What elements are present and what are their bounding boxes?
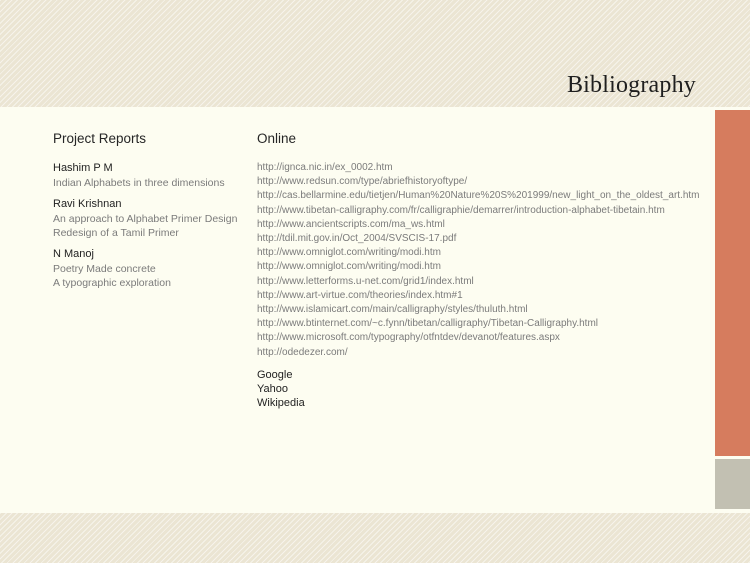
- online-links-list: [257, 161, 712, 360]
- report-title: Redesign of a Tamil Primer: [53, 227, 179, 239]
- online-link[interactable]: http://www.letterforms.u-net.com/grid1/index.html: [257, 275, 474, 287]
- online-link[interactable]: http://www.microsoft.com/typography/otfntdev/devanot/features.aspx: [257, 332, 560, 344]
- project-reports-heading: Project Reports: [53, 131, 147, 146]
- online-link[interactable]: http://www.art-virtue.com/theories/index.htm#1: [257, 289, 463, 301]
- online-link[interactable]: http://www.tibetan-calligraphy.com/fr/calligraphie/demarrer/introduction-alphabet-tibetain.htm: [257, 204, 665, 216]
- online-link[interactable]: http://odedezer.com/: [257, 346, 348, 358]
- accent-bar: [715, 110, 750, 456]
- online-link[interactable]: http://www.btinternet.com/~c.fynn/tibetan/calligraphy/Tibetan-Calligraphy.html: [257, 318, 598, 330]
- report-author: Ravi Krishnan: [53, 198, 122, 210]
- report-entry: [53, 161, 243, 190]
- online-link[interactable]: http://www.omniglot.com/writing/modi.htm: [257, 261, 441, 273]
- online-heading: Online: [257, 131, 297, 146]
- report-title: Poetry Made concrete: [53, 263, 156, 275]
- online-link[interactable]: http://cas.bellarmine.edu/tietjen/Human%20Nature%20S%201999/new_light_on_the_oldest_art.htm: [257, 190, 700, 202]
- online-link[interactable]: http://www.omniglot.com/writing/modi.htm: [257, 247, 441, 259]
- search-engines-list: [257, 368, 712, 410]
- online-link[interactable]: http://www.islamicart.com/main/calligraphy/styles/thuluth.html: [257, 304, 528, 316]
- report-title: A typographic exploration: [53, 277, 171, 289]
- online-column: [257, 131, 712, 410]
- report-entry: [53, 197, 243, 240]
- project-reports-list: [53, 161, 243, 290]
- report-author: Hashim P M: [53, 162, 113, 174]
- search-engine-item: Google: [257, 368, 293, 381]
- project-reports-column: [53, 131, 243, 297]
- search-engine-item: Wikipedia: [257, 396, 305, 409]
- report-title: An approach to Alphabet Primer Design: [53, 213, 238, 225]
- online-link[interactable]: http://www.redsun.com/type/abriefhistoryoftype/: [257, 176, 468, 188]
- online-link[interactable]: http://www.ancientscripts.com/ma_ws.html: [257, 218, 445, 230]
- slide-title: Bibliography: [566, 72, 696, 98]
- online-link[interactable]: http://tdil.mit.gov.in/Oct_2004/SVSCIS-17.pdf: [257, 233, 457, 245]
- secondary-bar: [715, 459, 750, 509]
- report-author: N Manoj: [53, 248, 94, 260]
- search-engine-item: Yahoo: [257, 382, 288, 395]
- online-link[interactable]: http://ignca.nic.in/ex_0002.htm: [257, 162, 393, 173]
- report-title: Indian Alphabets in three dimensions: [53, 177, 225, 189]
- report-entry: [53, 247, 243, 290]
- bottom-pattern-band: [0, 513, 750, 563]
